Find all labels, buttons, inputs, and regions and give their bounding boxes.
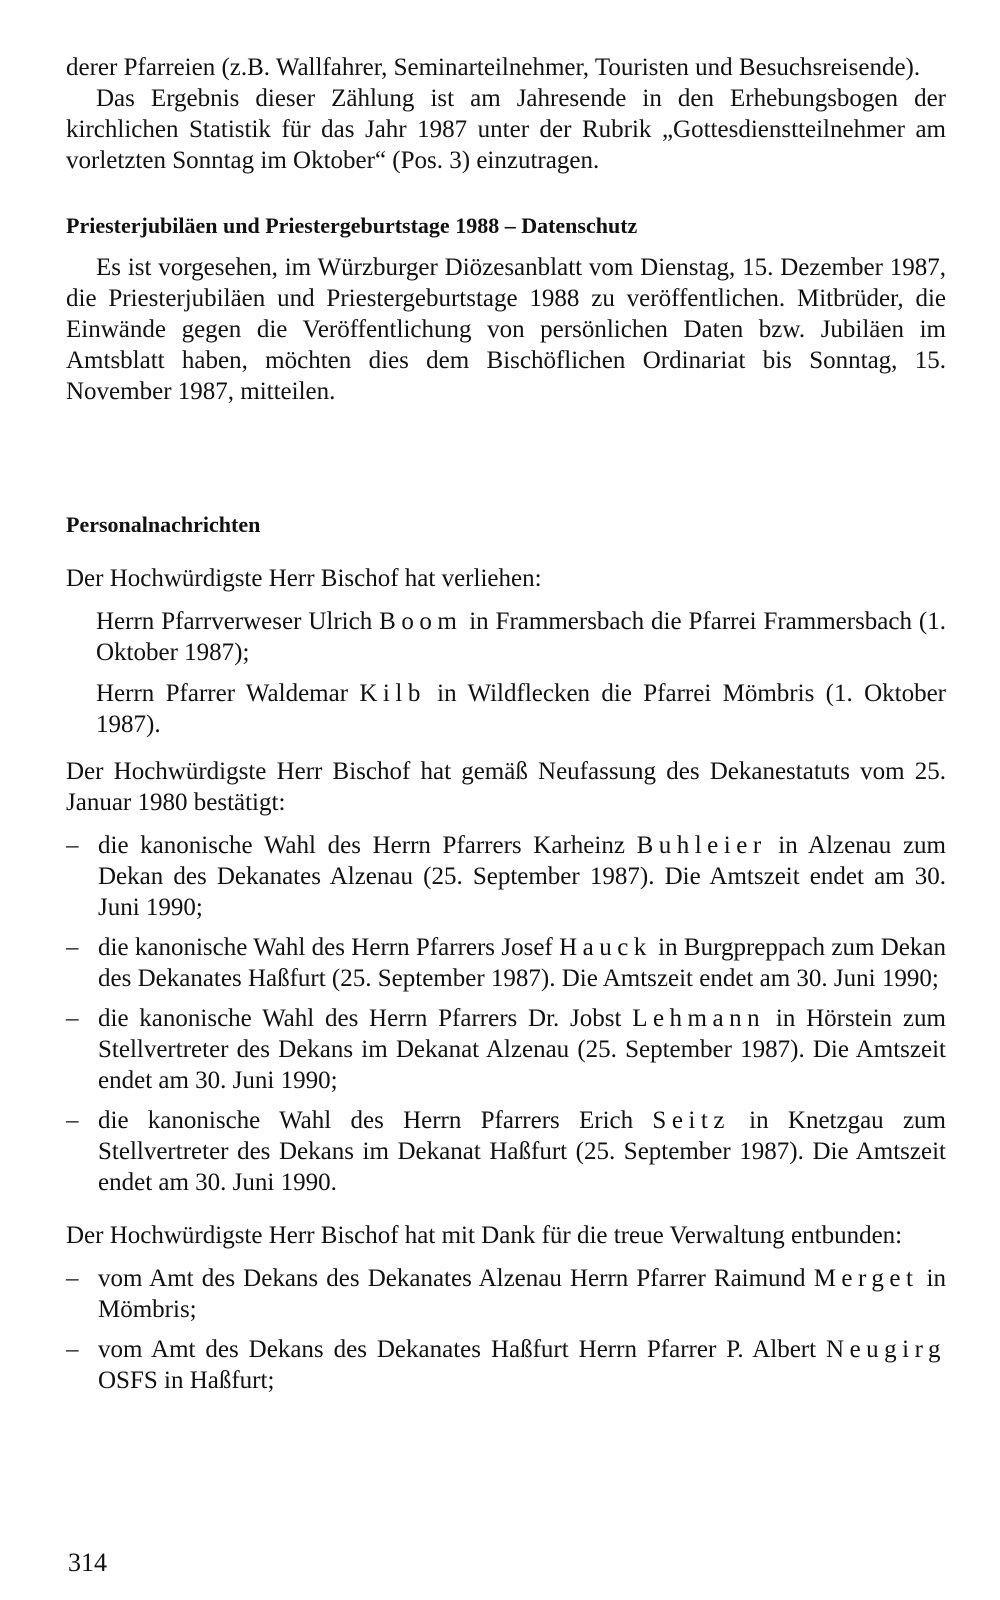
confirmed-entry-buhleier: – die kanonische Wahl des Herrn Pfarrers Karheinz Buhleier in Alzenau zum Dekan des Dekanates Alzenau (25. September 1987). Die Amtszeit endet am 30. Juni 1990;	[66, 832, 946, 921]
intro-continuation: derer Pfarreien (z.B. Wallfahrer, Seminarteilnehmer, Touristen und Besuchsreisende).	[66, 54, 921, 81]
list-dash: –	[66, 1336, 79, 1363]
confirmed-entry-lehmann: – die kanonische Wahl des Herrn Pfarrers Dr. Jobst Lehmann in Hörstein zum Stellvertreter des Dekans im Dekanat Alzenau (25. September 1987). Die Amtszeit endet am 30. Juni 1990;	[66, 1005, 946, 1094]
list-dash: –	[66, 1265, 79, 1292]
jubilees-body: Es ist vorgesehen, im Würzburger Diözesanblatt vom Dienstag, 15. Dezember 1987, die Priesterjubiläen und Priestergeburtstage 1988 zu veröffentlichen. Mitbrüder, die Einwände gegen die Veröffentlichung von persönlichen Daten bzw. Jubiläen im Amtsblatt haben, möchten dies dem Bischöflichen Ordinariat bis Sonntag, 15. November 1987, mitteilen.	[66, 254, 946, 405]
released-entry-merget: – vom Amt des Dekans des Dekanates Alzenau Herrn Pfarrer Raimund Merget in Mömbris;	[66, 1265, 946, 1323]
released-entry-neugirg: – vom Amt des Dekans des Dekanates Haßfurt Herrn Pfarrer P. Albert Neugirg OSFS in Haßfurt;	[66, 1336, 946, 1394]
confirmed-entry-hauck: – die kanonische Wahl des Herrn Pfarrers Josef Hauck in Burgpreppach zum Dekan des Dekanates Haßfurt (25. September 1987). Die Amtszeit endet am 30. Juni 1990;	[66, 934, 946, 992]
granted-entry-kilb: Herrn Pfarrer Waldemar Kilb in Wildflecken die Pfarrei Mömbris (1. Oktober 1987).	[96, 680, 946, 738]
list-dash: –	[66, 1005, 79, 1032]
section-heading-personal: Personalnachrichten	[66, 512, 261, 537]
document-page	[66, 52, 946, 1396]
page-number: 314	[68, 1548, 107, 1577]
person-name: Merget	[813, 1265, 919, 1292]
section-heading-jubilees: Priesterjubiläen und Priestergeburtstage 1988 – Datenschutz	[66, 213, 638, 238]
person-name: Neugirg	[826, 1336, 946, 1363]
confirmed-intro: Der Hochwürdigste Herr Bischof hat gemäß Neufassung des Dekanestatuts vom 25. Januar 1980 bestätigt:	[66, 758, 946, 816]
person-name: Buhleier	[636, 832, 767, 859]
list-dash: –	[66, 934, 79, 961]
granted-intro: Der Hochwürdigste Herr Bischof hat verliehen:	[66, 565, 542, 592]
person-name: Kilb	[359, 680, 426, 707]
person-name: Boom	[379, 608, 463, 635]
list-dash: –	[66, 1107, 79, 1134]
person-name: Seitz	[652, 1107, 730, 1134]
released-intro: Der Hochwürdigste Herr Bischof hat mit Dank für die treue Verwaltung entbunden:	[66, 1222, 903, 1249]
granted-entry-boom: Herrn Pfarrverweser Ulrich Boom in Frammersbach die Pfarrei Frammersbach (1. Oktober 1987);	[96, 608, 946, 666]
intro-result-paragraph: Das Ergebnis dieser Zählung ist am Jahresende in den Erhebungsbogen der kirchlichen Statistik für das Jahr 1987 unter der Rubrik „Gottesdienstteilnehmer am vorletzten Sonntag im Oktober“ (Pos. 3) einzutragen.	[66, 85, 946, 174]
person-name: Lehmann	[632, 1005, 766, 1032]
person-name: Hauck	[559, 934, 652, 961]
list-dash: –	[66, 832, 79, 859]
confirmed-entry-seitz: – die kanonische Wahl des Herrn Pfarrers Erich Seitz in Knetzgau zum Stellvertreter des Dekans im Dekanat Haßfurt (25. September 1987). Die Amtszeit endet am 30. Juni 1990.	[66, 1107, 946, 1196]
